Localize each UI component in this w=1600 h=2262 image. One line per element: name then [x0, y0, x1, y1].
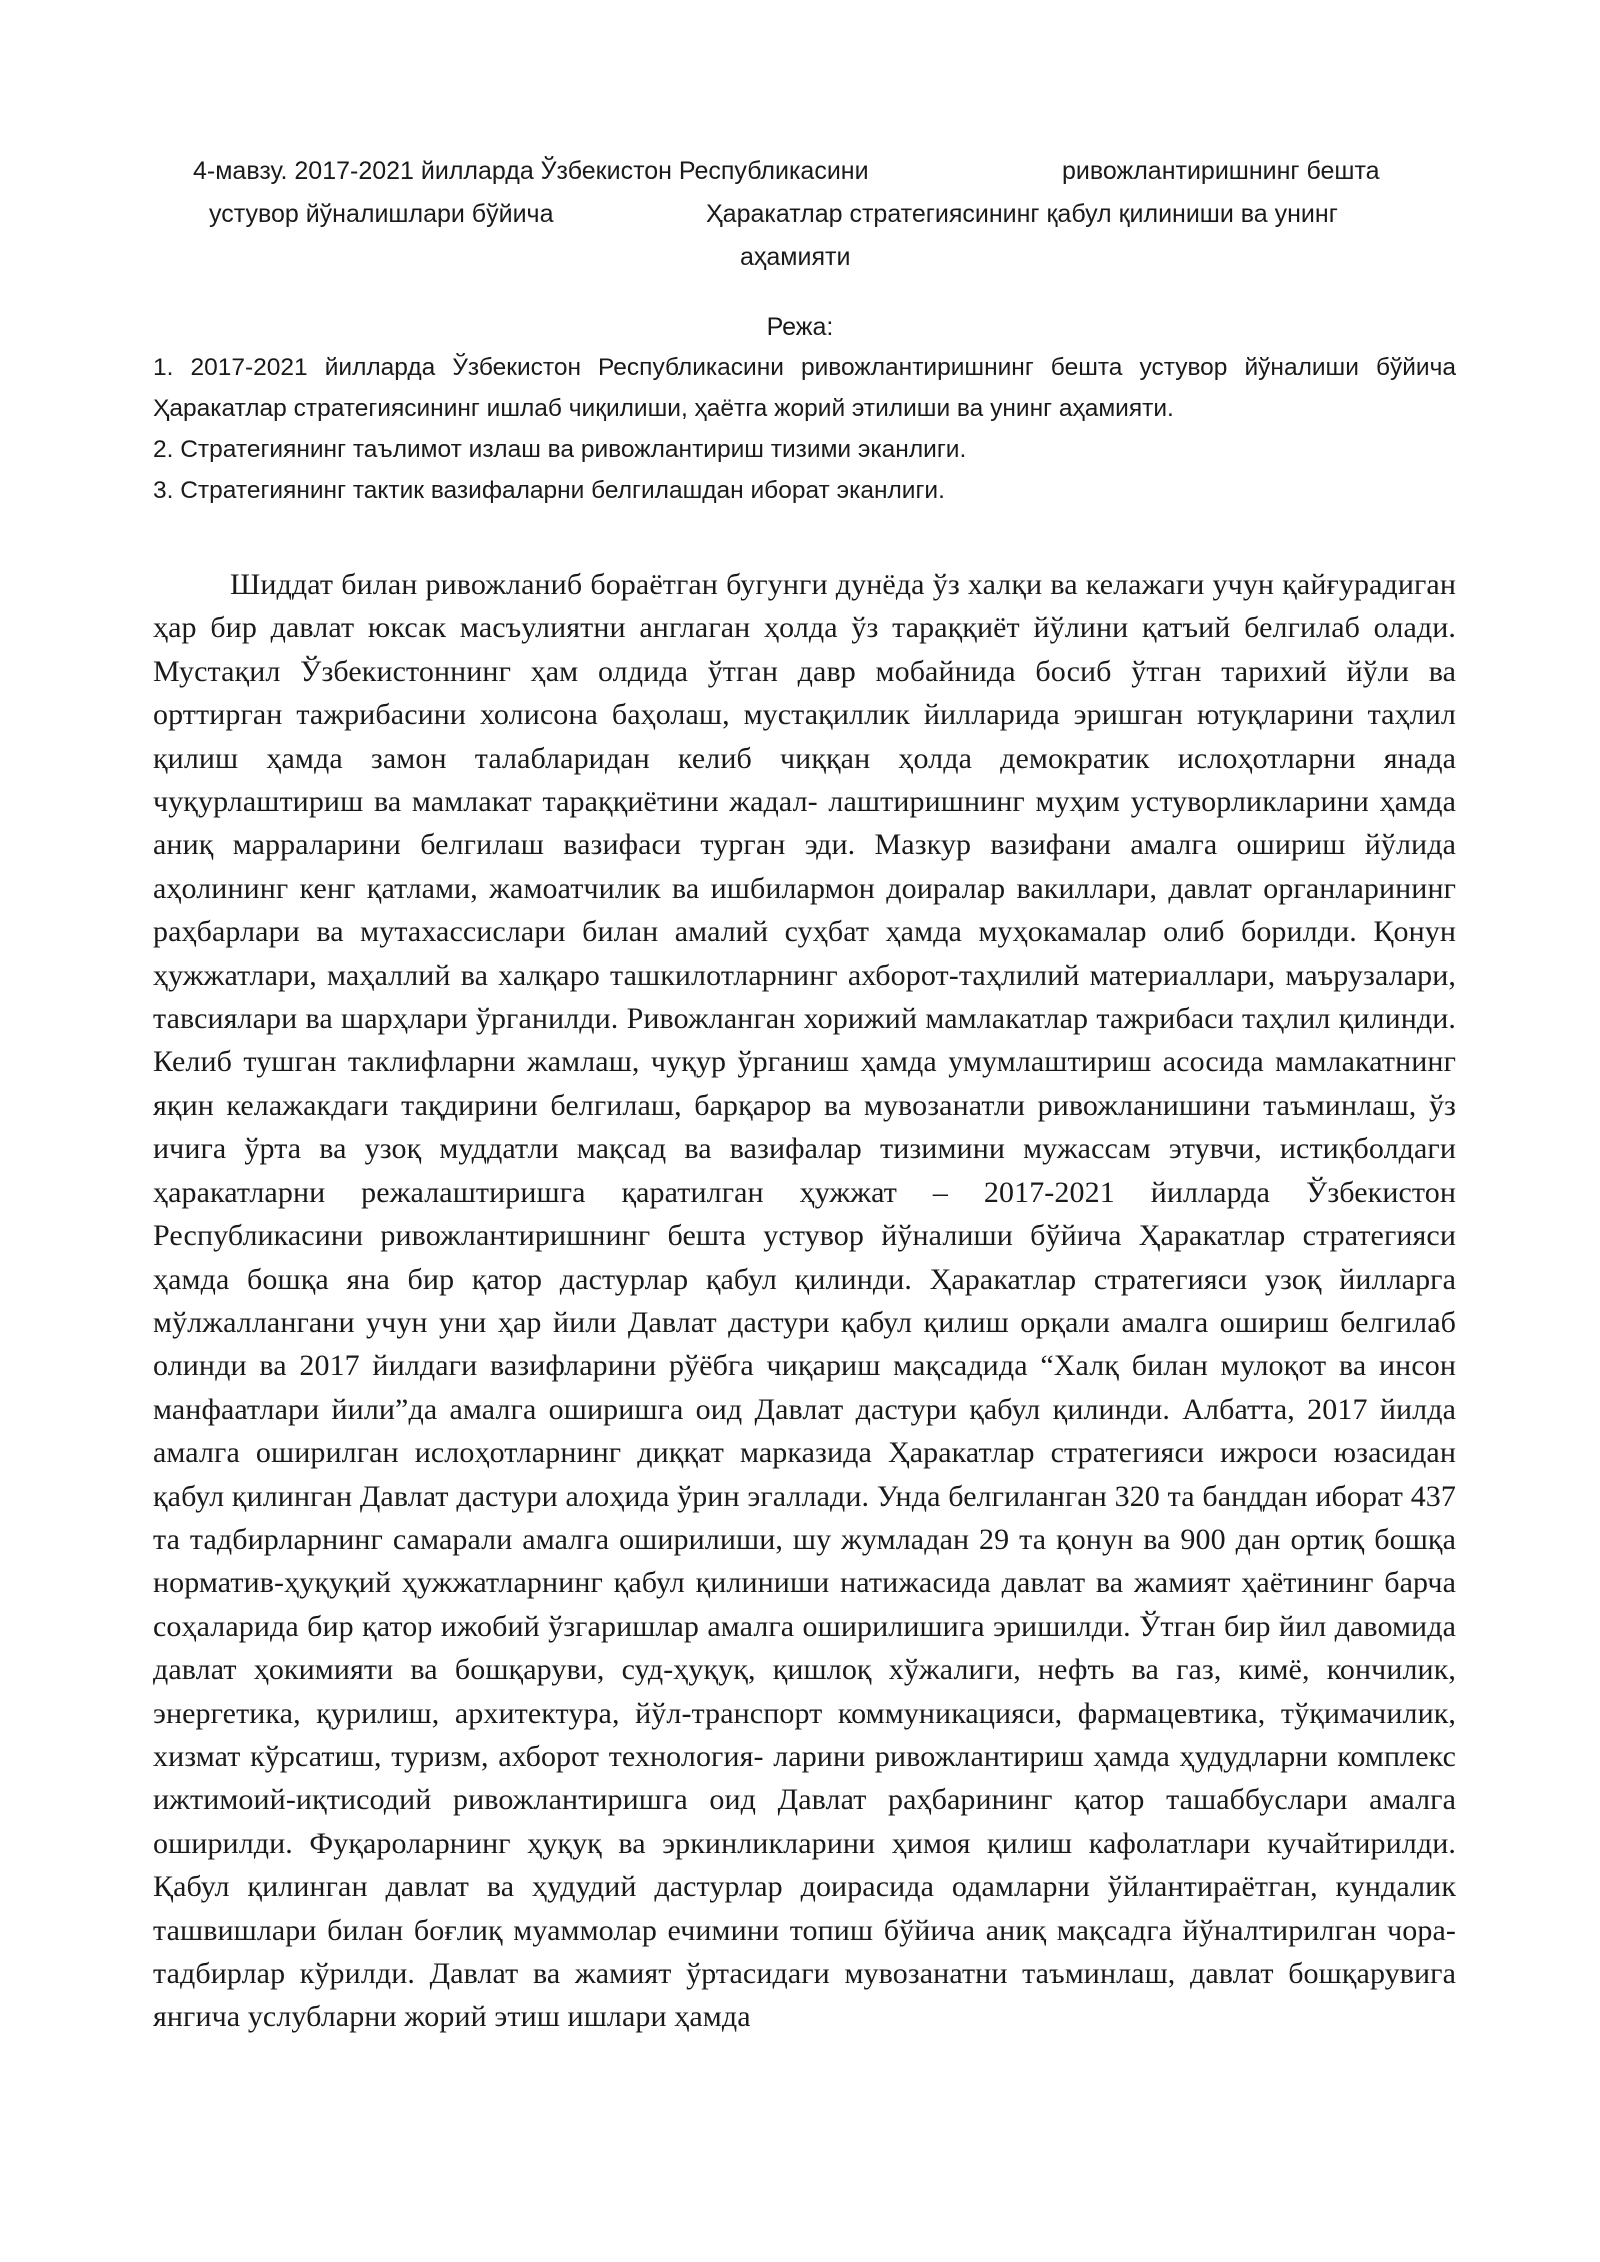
heading-line1-left: 4-мавзу. 2017-2021 йилларда Ўзбекистон Республикасини — [193, 157, 869, 185]
plan-item: 2. Стратегиянинг таълимот излаш ва ривожлантириш тизими эканлиги. — [153, 436, 967, 463]
plan-item: 1. 2017-2021 йилларда Ўзбекистон Республикасини ривожлантиришнинг бешта устувор йўналиши бўйича Ҳаракатлар стратегиясининг ишлаб чиқилиши, ҳаётга жорий этилиши ва унинг аҳамияти. — [153, 354, 1456, 422]
heading-line3: аҳамияти — [740, 243, 851, 271]
heading-line2-right: Ҳаракатлар стратегиясининг қабул қилиниши ва унинг — [706, 200, 1338, 228]
plan-title: Режа: — [766, 313, 834, 341]
heading-line1-right: ривожлантиришнинг бешта — [1062, 157, 1380, 185]
heading-line2-left: устувор йўналишлари бўйича — [209, 200, 554, 228]
plan-list — [153, 347, 1456, 511]
topic-heading — [0, 150, 1600, 279]
body-paragraph: Шиддат билан ривожланиб бораётган бугунги дунёда ўз халқи ва келажаги учун қайғурадиган ҳар бир давлат юксак масъулиятни англаган ҳолда ўз тараққиёт йўлини қатъий белгилаб олади. Мустақил Ўзбекистоннинг ҳам олдида ўтган давр мобайнида босиб ўтган тарихий йўли ва орттирган тажрибасини холисона баҳолаш, мустақиллик йилларида эришган ютуқларини таҳлил қилиш ҳамда замон талабларидан келиб чиққан ҳолда демократик ислоҳотларни янада чуқурлаштириш ва мамлакат тараққиётини жадал- лаштиришнинг муҳим устуворликларини ҳамда аниқ марраларини белгилаш вазифаси турган эди. Мазкур вазифани амалга ошириш йўлида аҳолининг кенг қатлами, жамоатчилик ва ишбилармон доиралар вакиллари, давлат органларининг раҳбарлари ва мутахассислари билан амалий суҳбат ҳамда муҳокамалар олиб борилди. Қонун ҳужжатлари, маҳаллий ва халқаро ташкилотларнинг ахборот-таҳлилий материаллари, маърузалари, тавсиялари ва шарҳлари ўрганилди. Ривожланган хорижий мамлакатлар тажрибаси таҳлил қилинди. Келиб тушган таклифларни жамлаш, чуқур ўрганиш ҳамда умумлаштириш асосида мамлакатнинг яқин келажакдаги тақдирини белгилаш, барқарор ва мувозанатли ривожланишини таъминлаш, ўз ичига ўрта ва узоқ муддатли мақсад ва вазифалар тизимини мужассам этувчи, истиқболдаги ҳаракатларни режалаштиришга қаратилган ҳужжат – 2017-2021 йилларда Ўзбекистон Республикасини ривожлантиришнинг бешта устувор йўналиши бўйича Ҳаракатлар стратегияси ҳамда бошқа яна бир қатор дастурлар қабул қилинди. Ҳаракатлар стратегияси узоқ йилларга мўлжаллангани учун уни ҳар йили Давлат дастури қабул қилиш орқали амалга ошириш белгилаб олинди ва 2017 йилдаги вазифларини рўёбга чиқариш мақсадида “Халқ билан мулоқот ва инсон манфаатлари йили”да амалга оширишга оид Давлат дастури қабул қилинди. Албатта, 2017 йилда амалга оширилган ислоҳотларнинг диққат марказида Ҳаракатлар стратегияси ижроси юзасидан қабул қилинган Давлат дастури алоҳида ўрин эгаллади. Унда белгиланган 320 та банддан иборат 437 та тадбирларнинг самарали амалга оширилиши, шу жумладан 29 та қонун ва 900 дан ортиқ бошқа норматив-ҳуқуқий ҳужжатларнинг қабул қилиниши натижасида давлат ва жамият ҳаётининг барча соҳаларида бир қатор ижобий ўзгаришлар амалга оширилишига эришилди. Ўтган бир йил давомида давлат ҳокимияти ва бошқаруви, суд-ҳуқуқ, қишлоқ хўжалиги, нефть ва газ, кимё, кончилик, энергетика, қурилиш, архитектура, йўл-транспорт коммуникацияси, фармацевтика, тўқимачилик, хизмат кўрсатиш, туризм, ахборот технология- ларини ривожлантириш ҳамда ҳудудларни комплекс ижтимоий-иқтисодий ривожлантиришга оид Давлат раҳбарининг қатор ташаббуслари амалга оширилди. Фуқароларнинг ҳуқуқ ва эркинликларини ҳимоя қилиш кафолатлари кучайтирилди. Қабул қилинган давлат ва ҳудудий дастурлар доирасида одамларни ўйлантираётган, кундалик ташвишлари билан боғлиқ муаммолар ечимини топиш бўйича аниқ мақсадга йўналтирилган чора-тадбирлар кўрилди. Давлат ва жамият ўртасидаги мувозанатни таъминлаш, давлат бошқарувига янгича услубларни жорий этиш ишлари ҳамда — [153, 568, 1456, 2034]
plan-item: 3. Стратегиянинг тактик вазифаларни белгилашдан иборат эканлиги. — [153, 477, 945, 504]
